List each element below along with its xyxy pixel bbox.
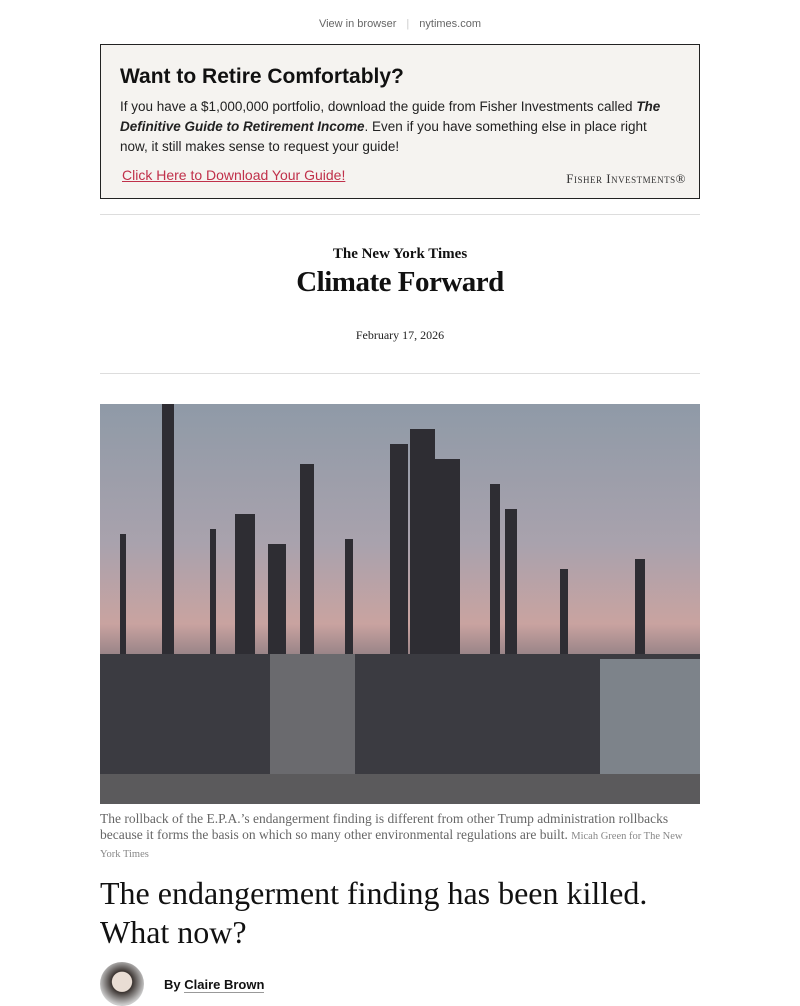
divider [100,214,700,215]
refinery-illustration [100,404,700,804]
by-label: By [164,976,185,992]
nyt-logo: The New York Times [332,246,468,262]
top-links [0,0,800,44]
ad-guide-title: The Definitive Guide to Retirement Income [120,99,661,134]
caption-text: The rollback of the E.P.A.’s endangerment finding is different from other Trump administration rollbacks because it forms the basis on which so many other environmental regulations are built. [100,811,669,842]
ad-body-text: If you have a $1,000,000 portfolio, download the guide from Fisher Investments called [120,99,637,114]
photo-caption [100,811,700,863]
article-headline[interactable]: The endangerment finding has been killed. What now? [100,875,648,950]
divider [100,373,700,374]
fisher-logo: Fisher Investments® [566,171,686,186]
newsletter-date: February 17, 2026 [355,328,445,342]
photo-credit: Micah Green for The New York Times [100,831,683,860]
byline-text [154,977,264,992]
ad-body [120,97,669,157]
fisher-ad-banner[interactable] [100,44,700,199]
byline [100,962,264,1006]
download-guide-link[interactable]: Click Here to Download Your Guide! [122,167,346,183]
author-avatar [100,962,144,1006]
author-link[interactable]: Claire Brown [184,976,265,992]
ad-title: Want to Retire Comfortably? [120,65,404,88]
refinery-photo[interactable] [100,404,700,804]
nytimes-link[interactable]: nytimes.com [419,18,482,30]
newsletter-title: Climate Forward [296,266,504,298]
ad-body-text-2: . Even if you have something else in place right now, it still makes sense to request your guide! [120,119,647,154]
view-in-browser-link[interactable]: View in browser [318,18,397,30]
divider: | [406,18,410,30]
